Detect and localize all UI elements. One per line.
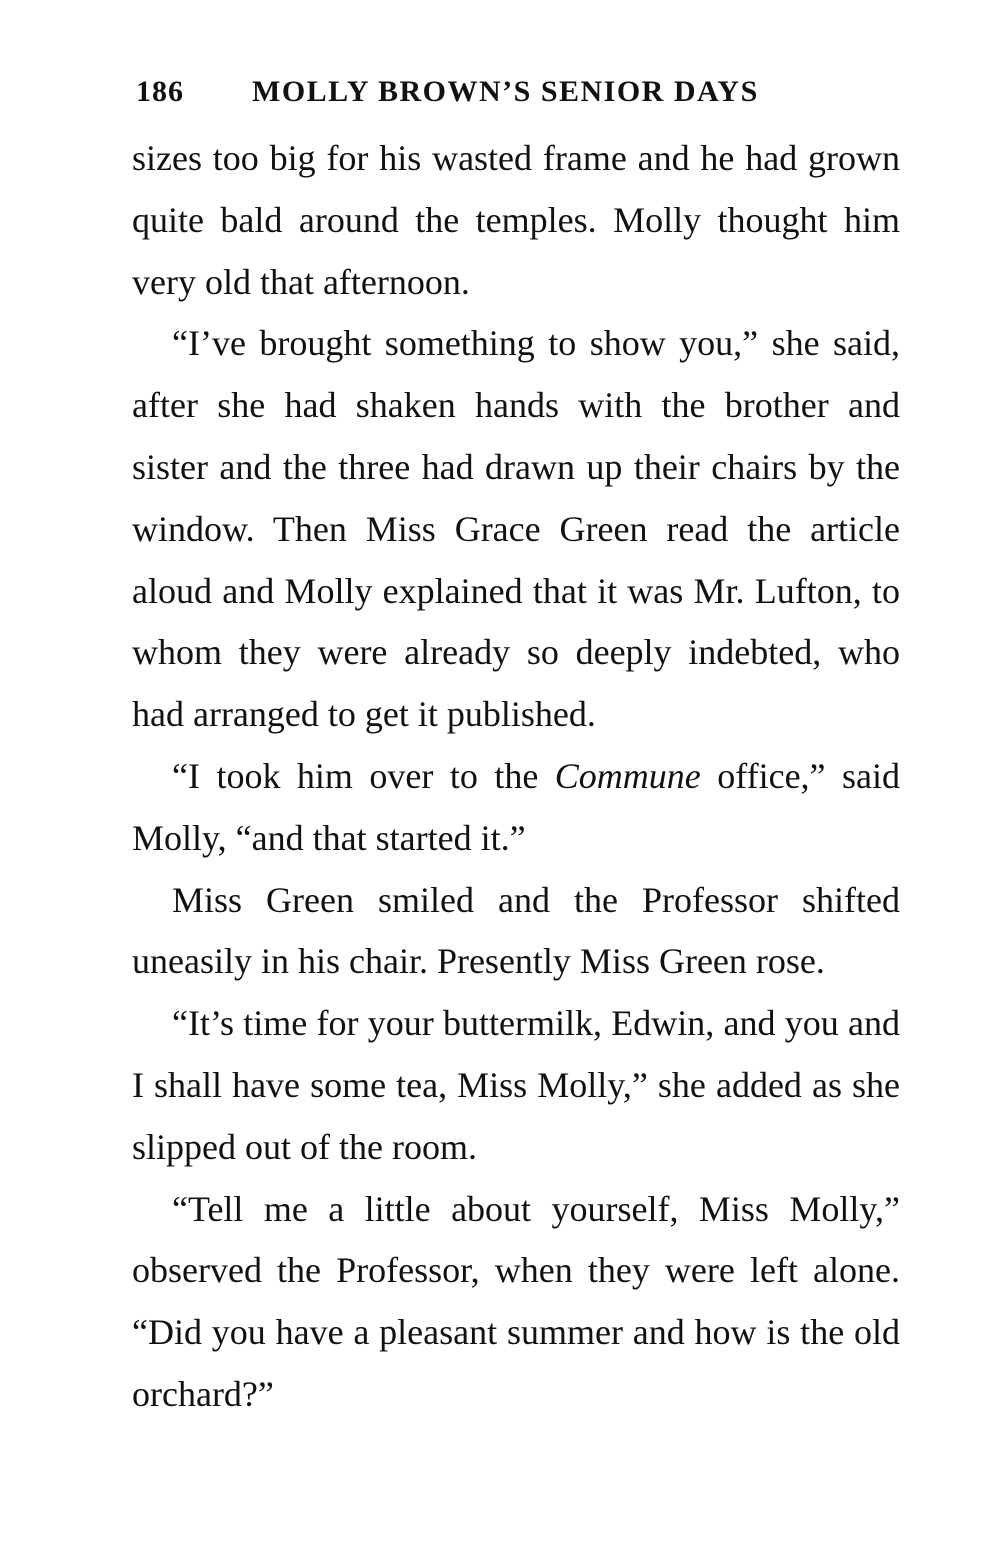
paragraph-3-text-before: “I took him over to the: [172, 755, 555, 796]
paragraph-6: “Tell me a little about yourself, Miss Molly,” observed the Professor, when they were left alone. “Did you have a pleasant summer and how is the old orchard?”: [132, 1188, 900, 1414]
paragraph-2: “I’ve brought something to show you,” she said, after she had shaken hands with the brother and sister and the three had drawn up their chairs by the window. Then Miss Grace Green read the article aloud and Molly explained that it was Mr. Lufton, to whom they were already so deeply indebted, who had arranged to get it published.: [132, 323, 900, 735]
newspaper-title: Commune: [554, 755, 701, 796]
running-head: [136, 70, 906, 114]
paragraph-1: sizes too big for his wasted frame and he had grown quite bald around the temples. Molly thought him very old that afternoon.: [132, 138, 900, 302]
running-title: MOLLY BROWN’S SENIOR DAYS: [252, 75, 759, 108]
body-text: [132, 128, 900, 1426]
paragraph-4: Miss Green smiled and the Professor shifted uneasily in his chair. Presently Miss Green rose.: [132, 879, 900, 982]
paragraph-3-text-after: office,” said Molly, “and that started it.”: [132, 755, 900, 858]
paragraph-3: [132, 746, 900, 870]
paragraph-5: “It’s time for your buttermilk, Edwin, and you and I shall have some tea, Miss Molly,” she added as she slipped out of the room.: [132, 1003, 900, 1167]
page-number: 186: [136, 75, 184, 108]
